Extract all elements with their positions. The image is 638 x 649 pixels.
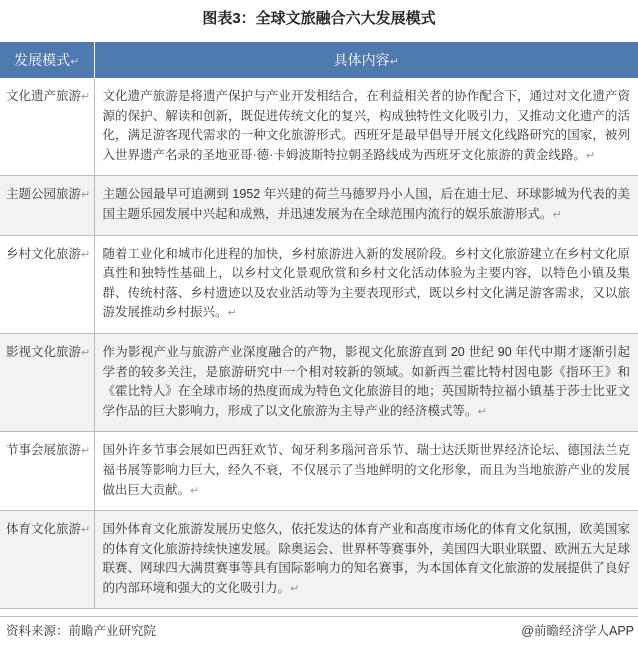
table-row bbox=[0, 511, 638, 609]
header-mode-label: 发展模式 bbox=[14, 52, 71, 68]
paragraph-mark: ↵ bbox=[227, 307, 237, 320]
paragraph-mark: ↵ bbox=[70, 56, 80, 68]
content-cell bbox=[94, 432, 638, 511]
content-cell bbox=[94, 511, 638, 609]
table-row bbox=[0, 432, 638, 511]
mode-label: 文化遗产旅游 bbox=[6, 89, 82, 103]
table-row bbox=[0, 176, 638, 235]
header-content-label: 具体内容 bbox=[333, 52, 390, 68]
content-cell bbox=[94, 235, 638, 333]
table-header-row bbox=[0, 42, 638, 78]
mode-label: 主题公园旅游 bbox=[6, 187, 82, 202]
content-text: 国外许多节事会展如巴西狂欢节、匈牙利多瑙河音乐节、瑞士达沃斯世界经济论坛、德国法兰克福书展等影响力巨大，经久不衰，不仅展示了当地鲜明的文化形象，而且为当地旅游产业的发展做出巨大贡献。 bbox=[102, 443, 630, 497]
table-row bbox=[0, 235, 638, 333]
header-content bbox=[94, 42, 638, 78]
paragraph-mark: ↵ bbox=[552, 208, 562, 221]
mode-label: 乡村文化旅游 bbox=[6, 246, 82, 261]
paragraph-mark: ↵ bbox=[477, 405, 487, 418]
content-text: 文化遗产旅游是将遗产保护与产业开发相结合，在利益相关者的协作配合下，通过对文化遗产资源的保护、解读和创新，既促进传统文化的复兴，构成独特性文化吸引力，又推动文化遗产的活化，满足游客现代需求的一种文化旅游形式。西班牙是最早倡导开展文化线路研究的国家，被列入世界遗产名录的圣地亚哥·德·卡姆波斯特拉朝圣路线成为西班牙文化旅游的黄金线路。 bbox=[102, 89, 630, 162]
mode-cell bbox=[0, 176, 94, 235]
watermark-credit: @前瞻经济学人APP bbox=[521, 624, 634, 638]
mode-label: 影视文化旅游 bbox=[6, 344, 82, 359]
header-mode bbox=[0, 42, 94, 78]
paragraph-mark: ↵ bbox=[389, 56, 399, 68]
development-modes-table bbox=[0, 42, 638, 609]
mode-cell bbox=[0, 432, 94, 511]
content-cell bbox=[94, 78, 638, 176]
paragraph-mark: ↵ bbox=[81, 524, 91, 537]
mode-cell bbox=[0, 78, 94, 176]
paragraph-mark: ↵ bbox=[81, 445, 91, 458]
paragraph-mark: ↵ bbox=[585, 149, 596, 162]
table-row bbox=[0, 333, 638, 431]
paragraph-mark: ↵ bbox=[81, 189, 91, 202]
content-cell bbox=[94, 333, 638, 431]
content-text: 作为影视产业与旅游产业深度融合的产物，影视文化旅游直到 20 世纪 90 年代中期才逐渐引起学者的较多关注，是旅游研究中一个相对较新的领域。如新西兰霍比特村因电影《指环王》和《霍比特人》在全球市场的热度而成为特色文化旅游目的地；英国斯特拉福小镇基于莎士比亚文学作品的巨大影响力，形成了以文化旅游为主导产业的经济模式等。 bbox=[102, 344, 630, 418]
paragraph-mark: ↵ bbox=[190, 484, 200, 497]
mode-cell bbox=[0, 333, 94, 431]
chart-title: 图表3：全球文旅融合六大发展模式 bbox=[202, 10, 436, 27]
mode-cell bbox=[0, 511, 94, 609]
paragraph-mark: ↵ bbox=[290, 582, 300, 595]
footer bbox=[0, 616, 638, 641]
content-text: 主题公园最早可追溯到 1952 年兴建的荷兰马德罗丹小人国，后在迪士尼、环球影城为代表的美国主题乐园发展中兴起和成熟，并迅速发展为在全球范围内流行的娱乐旅游形式。 bbox=[102, 187, 630, 221]
paragraph-mark: ↵ bbox=[81, 248, 91, 261]
content-text: 国外体育文化旅游发展历史悠久，依托发达的体育产业和高度市场化的体育文化氛围，欧美国家的体育文化旅游持续快速发展。除奥运会、世界杯等赛事外，美国四大职业联盟、欧洲五大足球联赛、网球四大满贯赛事等具有国际影响力的知名赛事，为本国体育文化旅游的发展提供了良好的内部环境和强大的文化吸引力。 bbox=[102, 522, 630, 595]
mode-cell bbox=[0, 235, 94, 333]
paragraph-mark: ↵ bbox=[81, 346, 91, 359]
source-note: 资料来源：前瞻产业研究院 bbox=[6, 624, 157, 638]
mode-label: 体育文化旅游 bbox=[6, 522, 82, 537]
table-row bbox=[0, 78, 638, 176]
paragraph-mark: ↵ bbox=[81, 91, 91, 103]
mode-label: 节事会展旅游 bbox=[6, 443, 82, 458]
content-cell bbox=[94, 176, 638, 235]
content-text: 随着工业化和城市化进程的加快，乡村旅游进入新的发展阶段。乡村文化旅游建立在乡村文化原真性和独特性基础上，以乡村文化景观欣赏和乡村文化活动体验为主要内容，以特色小镇及集群、传统村落、乡村遗迹以及农业活动等为主要表现形式，既以乡村文化满足游客需求，又以旅游发展推动乡村振兴。 bbox=[102, 246, 630, 320]
